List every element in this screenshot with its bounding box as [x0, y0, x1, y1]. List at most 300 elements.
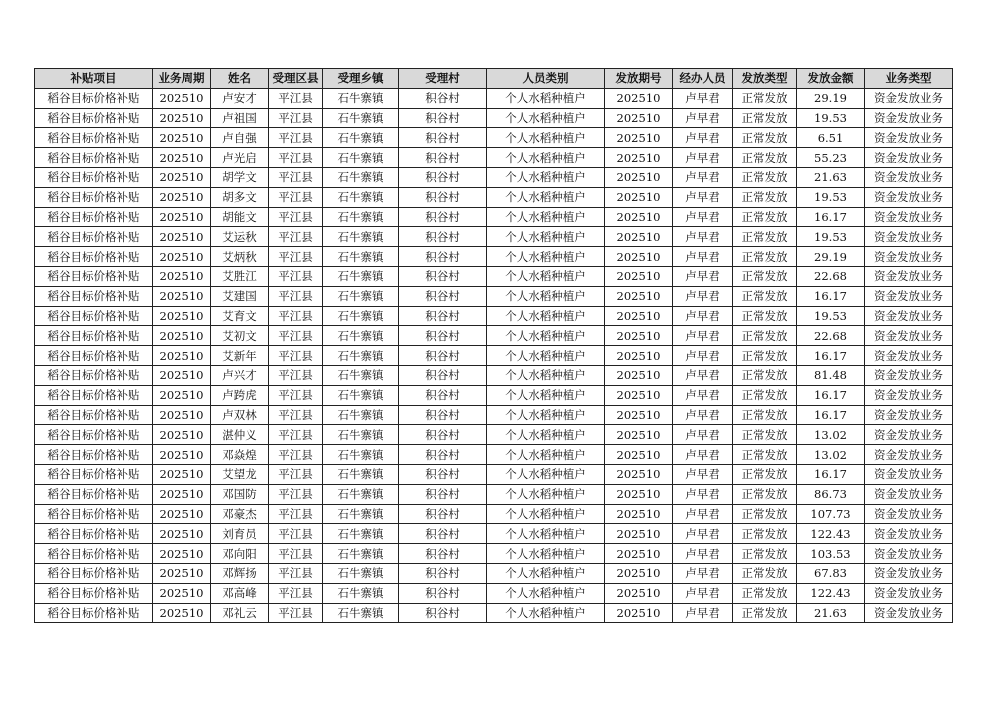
cell-district: 平江县	[269, 247, 323, 267]
cell-township: 石牛寨镇	[323, 88, 399, 108]
cell-handler: 卢早君	[673, 365, 733, 385]
cell-district: 平江县	[269, 544, 323, 564]
cell-issue-number: 202510	[605, 128, 673, 148]
cell-amount: 16.17	[797, 405, 865, 425]
cell-village: 积谷村	[399, 504, 487, 524]
cell-issue-type: 正常发放	[733, 128, 797, 148]
cell-village: 积谷村	[399, 464, 487, 484]
cell-person-category: 个人水稻种植户	[487, 583, 605, 603]
cell-village: 积谷村	[399, 484, 487, 504]
cell-business-type: 资金发放业务	[865, 266, 953, 286]
cell-township: 石牛寨镇	[323, 563, 399, 583]
cell-issue-type: 正常发放	[733, 326, 797, 346]
cell-district: 平江县	[269, 484, 323, 504]
cell-issue-number: 202510	[605, 385, 673, 405]
cell-village: 积谷村	[399, 603, 487, 623]
cell-subsidy-item: 稻谷目标价格补贴	[35, 484, 153, 504]
cell-business-period: 202510	[153, 148, 211, 168]
cell-name: 艾建国	[211, 286, 269, 306]
column-header-issue-type: 发放类型	[733, 69, 797, 89]
cell-amount: 122.43	[797, 583, 865, 603]
table-row	[35, 504, 953, 524]
cell-district: 平江县	[269, 603, 323, 623]
cell-issue-number: 202510	[605, 326, 673, 346]
cell-issue-type: 正常发放	[733, 88, 797, 108]
cell-district: 平江县	[269, 445, 323, 465]
column-header-township: 受理乡镇	[323, 69, 399, 89]
cell-subsidy-item: 稻谷目标价格补贴	[35, 167, 153, 187]
cell-person-category: 个人水稻种植户	[487, 524, 605, 544]
cell-township: 石牛寨镇	[323, 148, 399, 168]
cell-business-type: 资金发放业务	[865, 167, 953, 187]
table-row	[35, 247, 953, 267]
column-header-business-type: 业务类型	[865, 69, 953, 89]
cell-business-type: 资金发放业务	[865, 405, 953, 425]
cell-handler: 卢早君	[673, 247, 733, 267]
cell-village: 积谷村	[399, 544, 487, 564]
cell-district: 平江县	[269, 524, 323, 544]
cell-business-type: 资金发放业务	[865, 445, 953, 465]
cell-person-category: 个人水稻种植户	[487, 247, 605, 267]
subsidy-table	[34, 68, 953, 623]
table-row	[35, 326, 953, 346]
cell-business-period: 202510	[153, 187, 211, 207]
cell-person-category: 个人水稻种植户	[487, 286, 605, 306]
cell-district: 平江县	[269, 563, 323, 583]
cell-person-category: 个人水稻种植户	[487, 207, 605, 227]
cell-business-type: 资金发放业务	[865, 108, 953, 128]
table-row	[35, 603, 953, 623]
cell-issue-number: 202510	[605, 346, 673, 366]
cell-district: 平江县	[269, 266, 323, 286]
cell-district: 平江县	[269, 207, 323, 227]
cell-name: 邓高峰	[211, 583, 269, 603]
column-header-district: 受理区县	[269, 69, 323, 89]
cell-township: 石牛寨镇	[323, 583, 399, 603]
cell-subsidy-item: 稻谷目标价格补贴	[35, 563, 153, 583]
cell-business-period: 202510	[153, 247, 211, 267]
cell-subsidy-item: 稻谷目标价格补贴	[35, 504, 153, 524]
table-row	[35, 445, 953, 465]
cell-issue-number: 202510	[605, 504, 673, 524]
cell-district: 平江县	[269, 108, 323, 128]
table-row	[35, 425, 953, 445]
cell-subsidy-item: 稻谷目标价格补贴	[35, 346, 153, 366]
cell-handler: 卢早君	[673, 167, 733, 187]
table-row	[35, 484, 953, 504]
cell-business-type: 资金发放业务	[865, 128, 953, 148]
cell-township: 石牛寨镇	[323, 187, 399, 207]
table-body	[35, 88, 953, 623]
cell-village: 积谷村	[399, 583, 487, 603]
cell-business-period: 202510	[153, 504, 211, 524]
cell-subsidy-item: 稻谷目标价格补贴	[35, 583, 153, 603]
cell-district: 平江县	[269, 306, 323, 326]
cell-person-category: 个人水稻种植户	[487, 128, 605, 148]
cell-issue-type: 正常发放	[733, 108, 797, 128]
cell-village: 积谷村	[399, 207, 487, 227]
cell-amount: 22.68	[797, 266, 865, 286]
cell-name: 卢双林	[211, 405, 269, 425]
table-row	[35, 187, 953, 207]
cell-township: 石牛寨镇	[323, 306, 399, 326]
cell-village: 积谷村	[399, 247, 487, 267]
column-header-name: 姓名	[211, 69, 269, 89]
cell-township: 石牛寨镇	[323, 266, 399, 286]
cell-issue-number: 202510	[605, 306, 673, 326]
cell-person-category: 个人水稻种植户	[487, 544, 605, 564]
cell-name: 邓豪杰	[211, 504, 269, 524]
cell-name: 邓国防	[211, 484, 269, 504]
cell-business-period: 202510	[153, 227, 211, 247]
table-row	[35, 405, 953, 425]
cell-handler: 卢早君	[673, 405, 733, 425]
cell-district: 平江县	[269, 405, 323, 425]
cell-village: 积谷村	[399, 187, 487, 207]
cell-subsidy-item: 稻谷目标价格补贴	[35, 207, 153, 227]
cell-person-category: 个人水稻种植户	[487, 484, 605, 504]
cell-subsidy-item: 稻谷目标价格补贴	[35, 365, 153, 385]
cell-subsidy-item: 稻谷目标价格补贴	[35, 326, 153, 346]
cell-district: 平江县	[269, 326, 323, 346]
cell-village: 积谷村	[399, 128, 487, 148]
cell-issue-number: 202510	[605, 247, 673, 267]
cell-business-period: 202510	[153, 544, 211, 564]
cell-amount: 21.63	[797, 603, 865, 623]
cell-subsidy-item: 稻谷目标价格补贴	[35, 405, 153, 425]
cell-amount: 13.02	[797, 445, 865, 465]
cell-business-period: 202510	[153, 524, 211, 544]
cell-issue-number: 202510	[605, 167, 673, 187]
cell-amount: 16.17	[797, 385, 865, 405]
cell-district: 平江县	[269, 167, 323, 187]
cell-issue-type: 正常发放	[733, 544, 797, 564]
cell-handler: 卢早君	[673, 346, 733, 366]
cell-village: 积谷村	[399, 266, 487, 286]
cell-village: 积谷村	[399, 405, 487, 425]
cell-handler: 卢早君	[673, 385, 733, 405]
column-header-business-period: 业务周期	[153, 69, 211, 89]
cell-issue-type: 正常发放	[733, 148, 797, 168]
cell-person-category: 个人水稻种植户	[487, 385, 605, 405]
cell-issue-number: 202510	[605, 207, 673, 227]
cell-name: 卢跨虎	[211, 385, 269, 405]
cell-township: 石牛寨镇	[323, 346, 399, 366]
cell-subsidy-item: 稻谷目标价格补贴	[35, 544, 153, 564]
cell-subsidy-item: 稻谷目标价格补贴	[35, 603, 153, 623]
cell-name: 艾望龙	[211, 464, 269, 484]
cell-township: 石牛寨镇	[323, 227, 399, 247]
cell-subsidy-item: 稻谷目标价格补贴	[35, 128, 153, 148]
cell-district: 平江县	[269, 88, 323, 108]
cell-issue-type: 正常发放	[733, 346, 797, 366]
table-row	[35, 583, 953, 603]
cell-person-category: 个人水稻种植户	[487, 425, 605, 445]
cell-issue-number: 202510	[605, 88, 673, 108]
cell-handler: 卢早君	[673, 563, 733, 583]
cell-issue-type: 正常发放	[733, 583, 797, 603]
cell-township: 石牛寨镇	[323, 504, 399, 524]
cell-subsidy-item: 稻谷目标价格补贴	[35, 88, 153, 108]
cell-business-period: 202510	[153, 306, 211, 326]
cell-name: 胡多文	[211, 187, 269, 207]
cell-subsidy-item: 稻谷目标价格补贴	[35, 187, 153, 207]
cell-business-type: 资金发放业务	[865, 148, 953, 168]
cell-business-type: 资金发放业务	[865, 247, 953, 267]
cell-person-category: 个人水稻种植户	[487, 365, 605, 385]
cell-handler: 卢早君	[673, 286, 733, 306]
cell-village: 积谷村	[399, 445, 487, 465]
cell-issue-type: 正常发放	[733, 445, 797, 465]
cell-issue-type: 正常发放	[733, 266, 797, 286]
cell-name: 湛仲义	[211, 425, 269, 445]
cell-village: 积谷村	[399, 563, 487, 583]
cell-amount: 19.53	[797, 108, 865, 128]
column-header-subsidy-item: 补贴项目	[35, 69, 153, 89]
cell-name: 艾新年	[211, 346, 269, 366]
column-header-amount: 发放金额	[797, 69, 865, 89]
table-row	[35, 365, 953, 385]
cell-township: 石牛寨镇	[323, 128, 399, 148]
cell-issue-number: 202510	[605, 425, 673, 445]
cell-subsidy-item: 稻谷目标价格补贴	[35, 425, 153, 445]
cell-amount: 81.48	[797, 365, 865, 385]
cell-name: 艾育文	[211, 306, 269, 326]
cell-village: 积谷村	[399, 108, 487, 128]
cell-issue-number: 202510	[605, 464, 673, 484]
cell-business-period: 202510	[153, 445, 211, 465]
cell-name: 艾初文	[211, 326, 269, 346]
cell-issue-number: 202510	[605, 148, 673, 168]
cell-amount: 19.53	[797, 227, 865, 247]
cell-village: 积谷村	[399, 167, 487, 187]
column-header-issue-number: 发放期号	[605, 69, 673, 89]
cell-issue-number: 202510	[605, 484, 673, 504]
cell-person-category: 个人水稻种植户	[487, 563, 605, 583]
cell-business-type: 资金发放业务	[865, 88, 953, 108]
cell-subsidy-item: 稻谷目标价格补贴	[35, 524, 153, 544]
cell-issue-type: 正常发放	[733, 524, 797, 544]
column-header-person-category: 人员类别	[487, 69, 605, 89]
cell-subsidy-item: 稻谷目标价格补贴	[35, 306, 153, 326]
cell-district: 平江县	[269, 365, 323, 385]
cell-person-category: 个人水稻种植户	[487, 167, 605, 187]
cell-handler: 卢早君	[673, 425, 733, 445]
table-row	[35, 167, 953, 187]
cell-issue-type: 正常发放	[733, 167, 797, 187]
cell-amount: 16.17	[797, 286, 865, 306]
cell-business-period: 202510	[153, 108, 211, 128]
cell-subsidy-item: 稻谷目标价格补贴	[35, 266, 153, 286]
table-row	[35, 385, 953, 405]
cell-township: 石牛寨镇	[323, 167, 399, 187]
cell-person-category: 个人水稻种植户	[487, 306, 605, 326]
cell-village: 积谷村	[399, 524, 487, 544]
cell-issue-number: 202510	[605, 266, 673, 286]
cell-issue-number: 202510	[605, 405, 673, 425]
cell-business-type: 资金发放业务	[865, 286, 953, 306]
cell-business-type: 资金发放业务	[865, 365, 953, 385]
cell-business-type: 资金发放业务	[865, 583, 953, 603]
cell-township: 石牛寨镇	[323, 524, 399, 544]
table-row	[35, 148, 953, 168]
cell-issue-type: 正常发放	[733, 227, 797, 247]
cell-business-type: 资金发放业务	[865, 464, 953, 484]
cell-issue-type: 正常发放	[733, 385, 797, 405]
cell-business-period: 202510	[153, 128, 211, 148]
cell-subsidy-item: 稻谷目标价格补贴	[35, 247, 153, 267]
cell-issue-type: 正常发放	[733, 286, 797, 306]
cell-business-period: 202510	[153, 603, 211, 623]
table-header-row	[35, 69, 953, 89]
cell-person-category: 个人水稻种植户	[487, 187, 605, 207]
cell-township: 石牛寨镇	[323, 286, 399, 306]
cell-business-type: 资金发放业务	[865, 544, 953, 564]
cell-name: 艾炳秋	[211, 247, 269, 267]
cell-issue-type: 正常发放	[733, 563, 797, 583]
cell-issue-type: 正常发放	[733, 405, 797, 425]
cell-name: 卢兴才	[211, 365, 269, 385]
cell-handler: 卢早君	[673, 128, 733, 148]
cell-issue-type: 正常发放	[733, 306, 797, 326]
cell-township: 石牛寨镇	[323, 544, 399, 564]
column-header-handler: 经办人员	[673, 69, 733, 89]
cell-amount: 13.02	[797, 425, 865, 445]
cell-name: 邓礼云	[211, 603, 269, 623]
cell-person-category: 个人水稻种植户	[487, 346, 605, 366]
cell-person-category: 个人水稻种植户	[487, 266, 605, 286]
cell-handler: 卢早君	[673, 266, 733, 286]
cell-township: 石牛寨镇	[323, 425, 399, 445]
cell-issue-type: 正常发放	[733, 425, 797, 445]
cell-district: 平江县	[269, 286, 323, 306]
table-row	[35, 524, 953, 544]
cell-district: 平江县	[269, 583, 323, 603]
cell-subsidy-item: 稻谷目标价格补贴	[35, 227, 153, 247]
cell-name: 胡能文	[211, 207, 269, 227]
cell-business-period: 202510	[153, 266, 211, 286]
cell-township: 石牛寨镇	[323, 405, 399, 425]
cell-village: 积谷村	[399, 326, 487, 346]
cell-handler: 卢早君	[673, 464, 733, 484]
cell-business-type: 资金发放业务	[865, 207, 953, 227]
cell-person-category: 个人水稻种植户	[487, 504, 605, 524]
cell-business-type: 资金发放业务	[865, 484, 953, 504]
cell-business-period: 202510	[153, 464, 211, 484]
cell-amount: 67.83	[797, 563, 865, 583]
cell-amount: 19.53	[797, 187, 865, 207]
cell-township: 石牛寨镇	[323, 326, 399, 346]
cell-business-type: 资金发放业务	[865, 504, 953, 524]
cell-business-period: 202510	[153, 484, 211, 504]
cell-amount: 29.19	[797, 247, 865, 267]
cell-person-category: 个人水稻种植户	[487, 88, 605, 108]
cell-person-category: 个人水稻种植户	[487, 464, 605, 484]
cell-subsidy-item: 稻谷目标价格补贴	[35, 464, 153, 484]
cell-amount: 122.43	[797, 524, 865, 544]
cell-amount: 16.17	[797, 464, 865, 484]
cell-amount: 16.17	[797, 346, 865, 366]
cell-business-period: 202510	[153, 346, 211, 366]
cell-issue-number: 202510	[605, 563, 673, 583]
cell-amount: 16.17	[797, 207, 865, 227]
cell-handler: 卢早君	[673, 484, 733, 504]
table-row	[35, 128, 953, 148]
cell-handler: 卢早君	[673, 326, 733, 346]
cell-person-category: 个人水稻种植户	[487, 405, 605, 425]
table-row	[35, 286, 953, 306]
cell-issue-number: 202510	[605, 108, 673, 128]
cell-village: 积谷村	[399, 306, 487, 326]
cell-township: 石牛寨镇	[323, 484, 399, 504]
cell-village: 积谷村	[399, 425, 487, 445]
cell-issue-number: 202510	[605, 445, 673, 465]
cell-business-period: 202510	[153, 88, 211, 108]
cell-amount: 19.53	[797, 306, 865, 326]
cell-amount: 86.73	[797, 484, 865, 504]
cell-name: 卢自强	[211, 128, 269, 148]
cell-business-period: 202510	[153, 405, 211, 425]
table-row	[35, 266, 953, 286]
cell-handler: 卢早君	[673, 227, 733, 247]
cell-township: 石牛寨镇	[323, 445, 399, 465]
cell-district: 平江县	[269, 464, 323, 484]
cell-district: 平江县	[269, 148, 323, 168]
cell-district: 平江县	[269, 385, 323, 405]
cell-subsidy-item: 稻谷目标价格补贴	[35, 148, 153, 168]
cell-village: 积谷村	[399, 227, 487, 247]
cell-subsidy-item: 稻谷目标价格补贴	[35, 385, 153, 405]
cell-subsidy-item: 稻谷目标价格补贴	[35, 445, 153, 465]
cell-amount: 103.53	[797, 544, 865, 564]
cell-name: 刘育员	[211, 524, 269, 544]
cell-business-type: 资金发放业务	[865, 326, 953, 346]
cell-business-period: 202510	[153, 563, 211, 583]
cell-district: 平江县	[269, 425, 323, 445]
cell-issue-number: 202510	[605, 524, 673, 544]
cell-district: 平江县	[269, 227, 323, 247]
cell-amount: 22.68	[797, 326, 865, 346]
cell-business-type: 资金发放业务	[865, 346, 953, 366]
cell-amount: 6.51	[797, 128, 865, 148]
table-row	[35, 306, 953, 326]
cell-handler: 卢早君	[673, 524, 733, 544]
cell-issue-number: 202510	[605, 544, 673, 564]
cell-business-type: 资金发放业务	[865, 563, 953, 583]
cell-handler: 卢早君	[673, 148, 733, 168]
cell-township: 石牛寨镇	[323, 365, 399, 385]
cell-business-period: 202510	[153, 385, 211, 405]
cell-business-type: 资金发放业务	[865, 306, 953, 326]
cell-township: 石牛寨镇	[323, 207, 399, 227]
cell-village: 积谷村	[399, 365, 487, 385]
cell-issue-type: 正常发放	[733, 603, 797, 623]
cell-handler: 卢早君	[673, 583, 733, 603]
cell-business-type: 资金发放业务	[865, 227, 953, 247]
cell-village: 积谷村	[399, 148, 487, 168]
cell-issue-number: 202510	[605, 286, 673, 306]
cell-person-category: 个人水稻种植户	[487, 445, 605, 465]
cell-district: 平江县	[269, 346, 323, 366]
cell-amount: 107.73	[797, 504, 865, 524]
cell-village: 积谷村	[399, 88, 487, 108]
cell-issue-number: 202510	[605, 603, 673, 623]
cell-issue-number: 202510	[605, 583, 673, 603]
table-row	[35, 227, 953, 247]
cell-business-period: 202510	[153, 583, 211, 603]
cell-name: 卢祖国	[211, 108, 269, 128]
cell-village: 积谷村	[399, 286, 487, 306]
